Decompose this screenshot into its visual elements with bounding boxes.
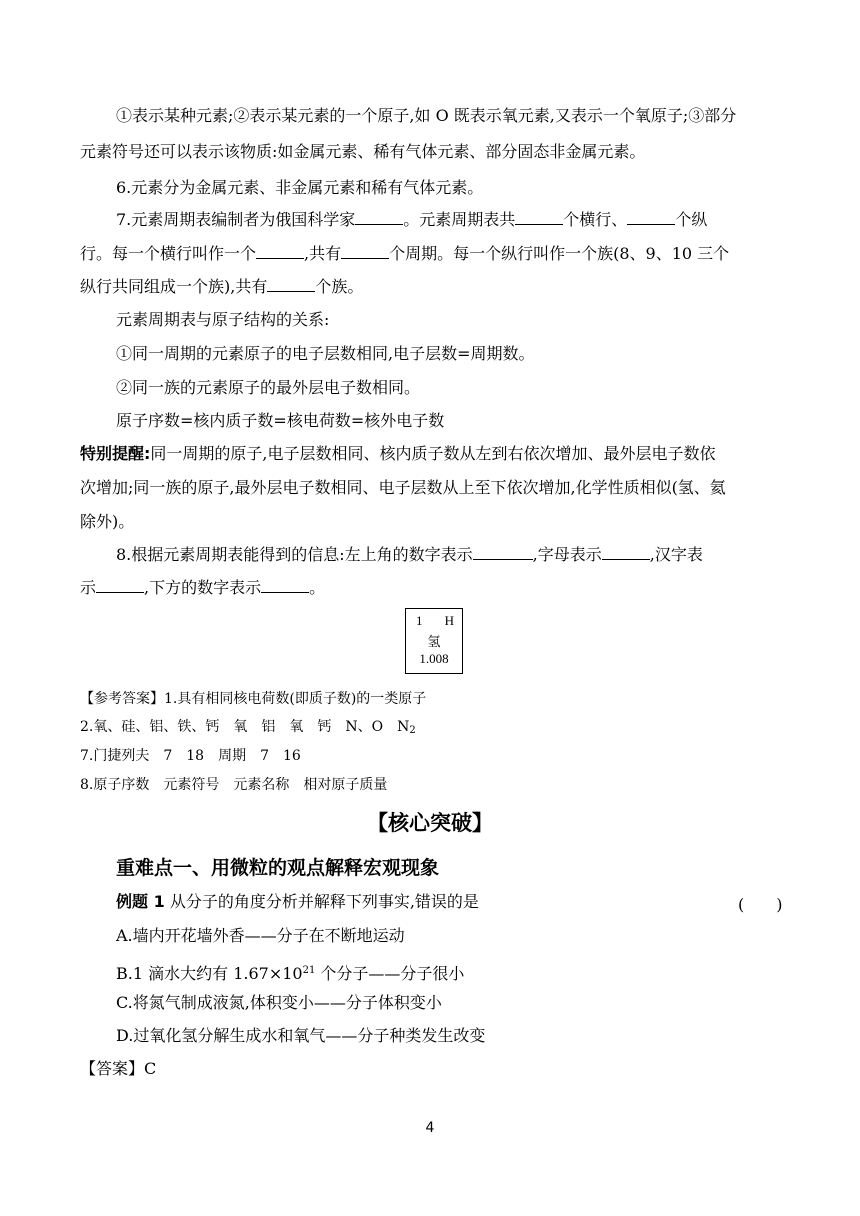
element-cell-hydrogen [405,608,463,674]
option-b: B.1 滴水大约有 $1.67\times 10^{21}$ 个分子——分子很小 [116,964,465,983]
element-mass: 1.008 [419,651,449,666]
blank [341,244,389,259]
section-title: 【核心突破】 [367,811,493,835]
subsection-title: 重难点一、用微粒的观点解释宏观现象 [116,857,440,879]
relation-title: 元素周期表与原子结构的关系: [116,310,330,329]
answer-1: 【参考答案】1.具有相同核电荷数(即质子数)的一类原子 [80,691,427,707]
p7-line3: 纵行共同组成一个族),共有 个族。 [80,277,364,296]
blank [602,545,650,560]
blank [256,244,304,259]
blank [355,210,403,225]
answer-paren: ( ) [738,895,783,914]
blank [627,210,675,225]
blank [261,578,309,593]
relation-item-1: ①同一周期的元素原子的电子层数相同,电子层数=周期数。 [116,344,535,363]
answer-2: 2.氧、硅、铝、铁、钙 氧 铝 氧 钙 N、O $N_2$ [80,719,416,736]
relation-item-3: 原子序数=核内质子数=核电荷数=核外电子数 [116,411,445,430]
blank [96,578,144,593]
blank [473,545,533,560]
tip-line2: 次增加;同一族的原子,最外层电子数相同、电子层数从上至下依次增加,化学性质相似(氢、氦 [80,478,726,497]
p6: 6.元素分为金属元素、非金属元素和稀有气体元素。 [116,178,484,197]
tip-line1: 特别提醒:同一周期的原子,电子层数相同、核内质子数从左到右依次增加、最外层电子数依 [80,444,716,463]
example-label: 例题 1 [116,892,165,911]
element-number: 1 [416,613,423,628]
p7-line2: 行。每一个横行叫作一个 ,共有 个周期。每一个纵行叫作一个族(8、9、10 三个 [80,244,730,263]
page-number: 4 [425,1120,435,1136]
tip-label: 特别提醒: [80,444,151,463]
answer-7: 7.门捷列夫 7 18 周期 7 16 [80,748,301,764]
option-c: C.将氮气制成液氮,体积变小——分子体积变小 [116,993,442,1012]
p7-line1: 7.元素周期表编制者为俄国科学家 。元素周期表共 个横行、 个纵 [116,210,708,229]
p8-line1: 8.根据元素周期表能得到的信息:左上角的数字表示 ,字母表示 ,汉字表 [116,545,703,564]
p1-line1: ①表示某种元素;②表示某元素的一个原子,如 O 既表示氧元素,又表示一个氧原子;③部分 [116,106,737,125]
blank [267,277,315,292]
example-question: 例题 1 从分子的角度分析并解释下列事实,错误的是 [116,892,479,911]
example-answer: 【答案】C [80,1059,157,1078]
relation-item-2: ②同一族的元素原子的最外层电子数相同。 [116,378,421,397]
element-symbol: H [444,613,454,628]
tip-line3: 除外)。 [80,512,135,531]
element-name: 氢 [427,634,441,649]
option-a: A.墙内开花墙外香——分子在不断地运动 [116,926,405,945]
option-d: D.过氧化氢分解生成水和氧气——分子种类发生改变 [116,1026,486,1045]
blank [515,210,563,225]
p8-line2: 示 ,下方的数字表示 。 [80,578,326,597]
p1-line2: 元素符号还可以表示该物质:如金属元素、稀有气体元素、部分固态非金属元素。 [80,142,646,161]
answer-8: 8.原子序数 元素符号 元素名称 相对原子质量 [80,777,388,793]
